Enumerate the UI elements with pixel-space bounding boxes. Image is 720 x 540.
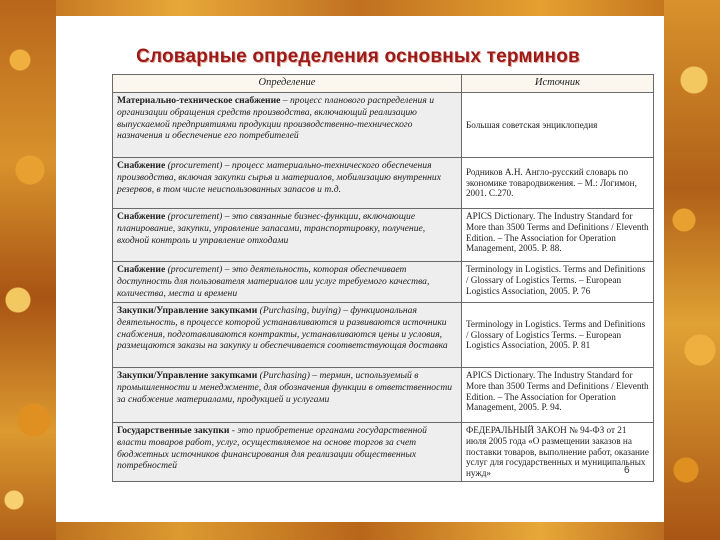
table-row bbox=[113, 303, 654, 368]
source-cell: Terminology in Logistics. Terms and Definitions / Glossary of Logistics Terms. – European Logistics Association, 2005. P. 81 bbox=[461, 303, 653, 368]
definition-cell bbox=[113, 303, 462, 368]
definition-cell bbox=[113, 423, 462, 482]
table-row bbox=[113, 423, 654, 482]
table-row bbox=[113, 209, 654, 262]
definitions-table bbox=[112, 74, 654, 482]
term: Материально-техническое снабжение bbox=[117, 95, 281, 106]
definition-cell bbox=[113, 158, 462, 209]
table-row bbox=[113, 262, 654, 303]
source-cell: APICS Dictionary. The Industry Standard for More than 3500 Terms and Definitions / Eleventh Edition. – The Association for Operation Management, 2005. P. 88. bbox=[461, 209, 653, 262]
background-left-decoration bbox=[0, 0, 56, 540]
definition-text: - это приобретение органами государственной власти товаров работ, услуг, осуществляемое на основе торгов за счет бюджетных источников финансирования для реализации общественных потребностей bbox=[117, 425, 427, 472]
definition-cell bbox=[113, 262, 462, 303]
header-definition: Определение bbox=[113, 75, 462, 93]
term: Снабжение bbox=[117, 160, 166, 171]
table-header-row bbox=[113, 75, 654, 93]
term: Снабжение bbox=[117, 211, 166, 222]
definition-cell bbox=[113, 209, 462, 262]
term: Закупки/Управление закупками bbox=[117, 305, 258, 316]
source-cell: ФЕДЕРАЛЬНЫЙ ЗАКОН № 94-ФЗ от 21 июля 2005 года «О размещении заказов на поставки товаров, выполнение работ, оказание услуг для государственных и муниципальных нужд» bbox=[461, 423, 653, 482]
background-bottom-border bbox=[0, 522, 720, 540]
page-number: 6 bbox=[624, 465, 630, 476]
background-top-border bbox=[0, 0, 720, 16]
header-source: Источник bbox=[461, 75, 653, 93]
table-row bbox=[113, 368, 654, 423]
table-row bbox=[113, 93, 654, 158]
background-right-decoration bbox=[664, 0, 720, 540]
source-cell: Terminology in Logistics. Terms and Definitions / Glossary of Logistics Terms. – European Logistics Association, 2005. P. 76 bbox=[461, 262, 653, 303]
definition-text: – процесс планового распределения и организации обращения средств производства, включающий реализацию выпускаемой предприятиями продукции производственно-технического назначения и обеспечение его потребителей bbox=[117, 95, 435, 142]
table-row bbox=[113, 158, 654, 209]
definition-text: (procurement) – это связанные бизнес-функции, включающие планирование, закупки, управление запасами, транспортировку, получение, входной контроль и управление отходами bbox=[117, 211, 426, 246]
definition-text: (Purchasing) – термин, используемый в промышленности и менеджменте, для обозначения функции в ответственности за снабжение материалами, продукцией и услугами bbox=[117, 370, 453, 405]
term: Государственные закупки bbox=[117, 425, 230, 436]
source-cell: Большая советская энциклопедия bbox=[461, 93, 653, 158]
definition-text: (procurement) – процесс материально-технического обеспечения производства, включая закупки сырья и материалов, мобилизацию внутренних резервов, в том числе неиспользованных запасов и т.д. bbox=[117, 160, 441, 195]
source-cell: Родников А.Н. Англо-русский словарь по экономике товародвижения. – М.: Логимон, 2001. С.270. bbox=[461, 158, 653, 209]
slide-title: Словарные определения основных терминов bbox=[136, 46, 580, 67]
definition-text: (procurement) – это деятельность, которая обеспечивает доступность для пользователя материалов или услуг требуемого качества, количества, места и времени bbox=[117, 264, 430, 299]
source-cell: APICS Dictionary. The Industry Standard for More than 3500 Terms and Definitions / Eleventh Edition. – The Association for Operation Management, 2005. P. 94. bbox=[461, 368, 653, 423]
definition-text: (Purchasing, buying) – функциональная деятельность, в процессе которой устанавливаются и развиваются источники снабжения, подготавливаются контракты, устанавливаются цены и условия, размещаются заказы на закупку и обеспечивается соответствующая доставка bbox=[117, 305, 448, 352]
definition-cell bbox=[113, 93, 462, 158]
term: Закупки/Управление закупками bbox=[117, 370, 258, 381]
definition-cell bbox=[113, 368, 462, 423]
term: Снабжение bbox=[117, 264, 166, 275]
